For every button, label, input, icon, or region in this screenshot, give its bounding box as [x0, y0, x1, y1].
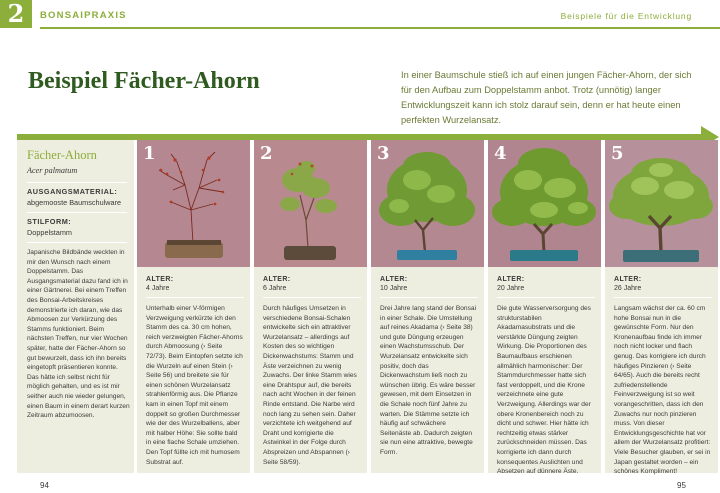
- stage-description: Langsam wächst der ca. 60 cm hohe Bonsai nun in die gewünschte Form. Nur den Kronenaufbau finde ich immer noch nicht locker und flach genug. Das korrigiere ich durch häufiges Pinzieren (› Seite 64/65). Auch die bereits recht zufriedenstellende Feinverzweigung ist so weit vorangeschritten, dass ich den Zuwachs nur noch pinzieren muss. Von dieser Entwicklungsgeschichte hat vor allem der Wurzelansatz profitiert: Viele Besucher glauben, er sei in Japan gestaltet worden – ein schönes Kompliment!: [614, 305, 711, 476]
- intro-text: In einer Baumschule stieß ich auf einen jungen Fächer-Ahorn, der sich für den Aufbau zum Doppelstamm anbot. Trotz (unnötig) langer Entwicklungszeit kann ich stolz darauf sein, denn er hat heute einen perfekten Wurzelansatz.: [401, 70, 692, 125]
- stage-3: [371, 140, 484, 473]
- stage-number: 4: [494, 143, 507, 164]
- divider: [614, 297, 712, 298]
- stage-number: 3: [377, 143, 390, 164]
- age-value: 6 Jahre: [263, 285, 287, 292]
- stage-4: [488, 140, 601, 476]
- divider: [380, 297, 478, 298]
- tree-name: Fächer-Ahorn: [27, 148, 97, 162]
- divider: [146, 297, 244, 298]
- header-rule: [40, 27, 720, 29]
- age-value: 4 Jahre: [146, 285, 170, 292]
- stage-number: 1: [143, 143, 156, 164]
- info-panel: [17, 140, 134, 473]
- style-value: Doppelstamm: [27, 228, 73, 237]
- stage-description: Drei Jahre lang stand der Bonsai in einer Schale. Die Umstellung auf reines Akadama (› Seite 38) und gute Düngung erzeugen einen Wachstumsschub. Der Wurzelansatz entwickelte sich positiv, doch das Dickenwachstum ließ noch zu wünschen übrig. Es wäre besser gewesen, mit dem Einsetzen in die Schale noch fünf Jahre zu warten. Die Stämme setzte ich häufig auf schwächere Seitenäste ab. Dadurch zeigten sie nun eine attraktive, bewegte Form.: [380, 305, 477, 456]
- stage-number: 2: [260, 143, 273, 164]
- stage-text-box: [137, 267, 250, 473]
- age-value: 10 Jahre: [380, 285, 408, 292]
- latin-name: Acer palmatum: [27, 166, 78, 175]
- page-number-right: 95: [677, 481, 686, 490]
- divider: [27, 242, 127, 243]
- age-label: ALTER:: [614, 276, 642, 283]
- age-label: ALTER:: [146, 276, 174, 283]
- info-body: Japanische Bildbände weckten in mir den Wunsch nach einem Doppelstamm. Das Ausgangsmaterial dazu fand ich in einer Gärtnerei. Bei einem Treffen des Bonsai-Arbeitskreises demonstrierte ich daran, wie das Abmoosen zur Verkürzung des Stamms funktioniert. Beim nächsten Treffen, nur vier Wochen später, hatte der Fächer-Ahorn so gut bewurzelt, dass ich ihn bereits eingetopft präsentieren konnte. Das hätte ich selbst nicht für möglich gehalten, und es ist mir seither auch nie wieder gelungen, einen Baum in einem derart kurzen Zeitraum abzumoosen.: [27, 249, 130, 420]
- divider: [497, 297, 595, 298]
- page-title: Beispiel Fächer-Ahorn: [28, 68, 260, 94]
- divider: [27, 182, 127, 183]
- age-label: ALTER:: [497, 276, 525, 283]
- stage-description: Unterhalb einer V-förmigen Verzweigung verkürzte ich den Stamm des ca. 30 cm hohen, reich verzweigten Fächer-Ahorns durch Abmoosung (› Seite 72/73). Beim Eintopfen setzte ich die Wurzeln auf einen Stein (› Seite 56) und breitete sie für einen schönen Wurzelansatz strahlenförmig aus. Die Pflanze kam in einen Topf mit einem doppelt so großen Durchmesser wie der des Wurzelballens, aber mit halber Höhe: Sie sollte bald in eine flache Schale umziehen. Den Topf füllte ich mit humosem Substrat auf.: [146, 305, 243, 466]
- age-value: 26 Jahre: [614, 285, 642, 292]
- stage-1: [137, 140, 250, 473]
- page-number-left: 94: [40, 481, 49, 490]
- section-label: Beispiele für die Entwicklung: [560, 11, 692, 21]
- divider: [27, 212, 127, 213]
- stage-description: Durch häufiges Umsetzen in verschiedene Bonsai-Schalen entwickelte sich ein attraktiver Wurzelansatz – allerdings auf Kosten des so wichtigen Dickenwachstums: Stamm und Äste verzeichnen zu wenig Zuwachs. Der linke Stamm wies eine Drahtspur auf, die bereits nach acht Wochen in der feinen Rinde entstand. Die Narbe wird noch lang zu sehen sein. Daher verzichtete ich weitgehend auf Draht und korrigierte die Astwinkel in der Folge durch Abspreizen und Abspannen (› Seite 58/59).: [263, 305, 357, 466]
- divider: [263, 297, 361, 298]
- material-label: AUSGANGSMATERIAL:: [27, 187, 118, 196]
- stage-number: 5: [611, 143, 624, 164]
- chapter-label: BONSAIPRAXIS: [40, 10, 127, 21]
- stage-text-box: [254, 267, 367, 473]
- stage-5: [605, 140, 718, 476]
- age-label: ALTER:: [263, 276, 291, 283]
- stage-text-box: [488, 267, 601, 476]
- chapter-number: 2: [0, 0, 32, 28]
- stage-description: Die gute Wasserversorgung des strukturstabilen Akadamasubstrats und die verstärkte Düngung zeigten Wirkung. Die Proportionen des Baumaufbaus erschienen allmählich harmonischer: Der Stammdurchmesser hatte sich fast verdoppelt, und die Krone verzeichnete eine gute Verzweigung. Allerdings war der obere Kronenbereich noch zu dicht und schwer. Hier hätte ich rechtzeitig etwas stärker zurückschneiden müssen. Das korrigierte ich dann durch konsequentes Auslichten und Absetzen auf dünnere Äste.: [497, 305, 591, 476]
- style-label: STILFORM:: [27, 217, 72, 226]
- age-label: ALTER:: [380, 276, 408, 283]
- stage-2: [254, 140, 367, 473]
- stage-text-box: [371, 267, 484, 473]
- material-value: abgemooste Baumschulware: [27, 198, 122, 207]
- age-value: 20 Jahre: [497, 285, 525, 292]
- stage-text-box: [605, 267, 718, 476]
